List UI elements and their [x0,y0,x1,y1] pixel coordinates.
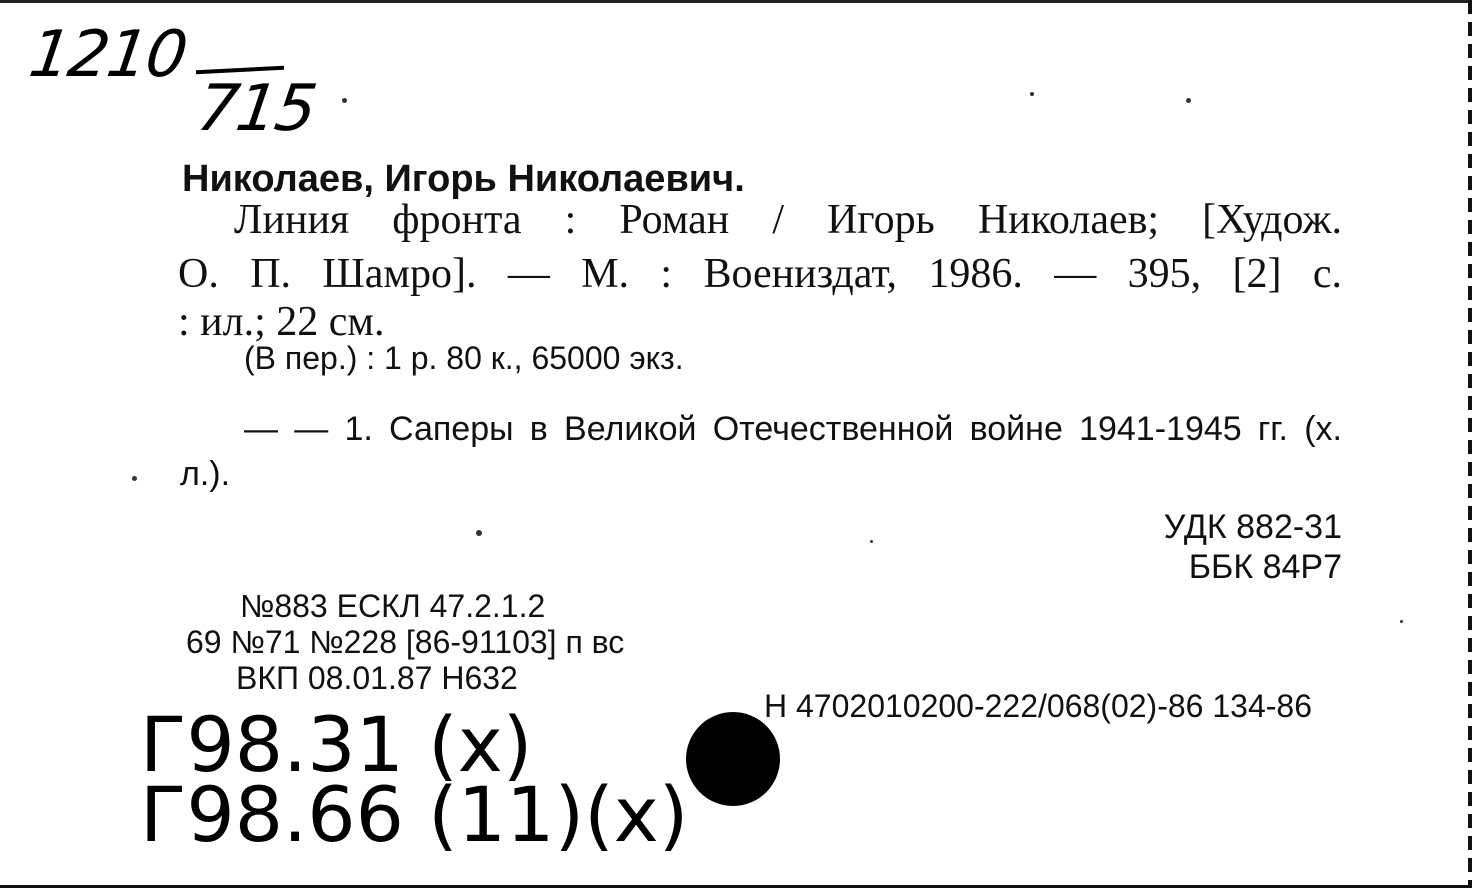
price-line: (В пер.) : 1 р. 80 к., 65000 экз. [244,340,684,376]
scan-speck [342,98,347,103]
scan-speck [1030,92,1034,96]
punch-hole [686,712,780,806]
handwritten-call-number-top: 1210 [24,18,191,92]
description-line: : ил.; 22 см. [178,299,385,345]
author-heading: Николаев, Игорь Николаевич. [182,158,745,200]
handwritten-call-number-bottom: 715 [192,72,320,146]
subject-heading-line: л.). [180,455,231,493]
service-line: №883 ЕСКЛ 47.2.1.2 [240,588,546,624]
subject-heading-line: — — 1. Саперы в Великой Отечественной войне 1941-1945 гг. (х. [244,410,1342,448]
edition-code: Н 4702010200-222/068(02)-86 134-86 [764,688,1312,724]
scan-speck [1186,98,1191,103]
card-right-edge [1468,0,1472,888]
scan-speck [1400,620,1403,623]
description-line: О. П. Шамро]. — М. : Воениздат, 1986. — 395, [2] с. [178,251,1342,297]
handwritten-class-code-1: Г98.31 (х) [140,700,533,789]
scan-speck [132,476,137,481]
card-top-edge [0,0,1472,3]
udk-classification: УДК 882-31 [1163,508,1342,546]
description-line: Линия фронта : Роман / Игорь Николаев; [Худож. [234,197,1342,243]
handwritten-class-code-2: Г98.66 (11)(х) [140,770,689,859]
scan-speck [476,530,482,536]
bbk-classification: ББК 84Р7 [1188,548,1342,586]
scan-speck [870,540,873,543]
service-line: ВКП 08.01.87 Н632 [236,660,518,696]
service-line: 69 №71 №228 [86-91103] п вс [186,624,625,660]
